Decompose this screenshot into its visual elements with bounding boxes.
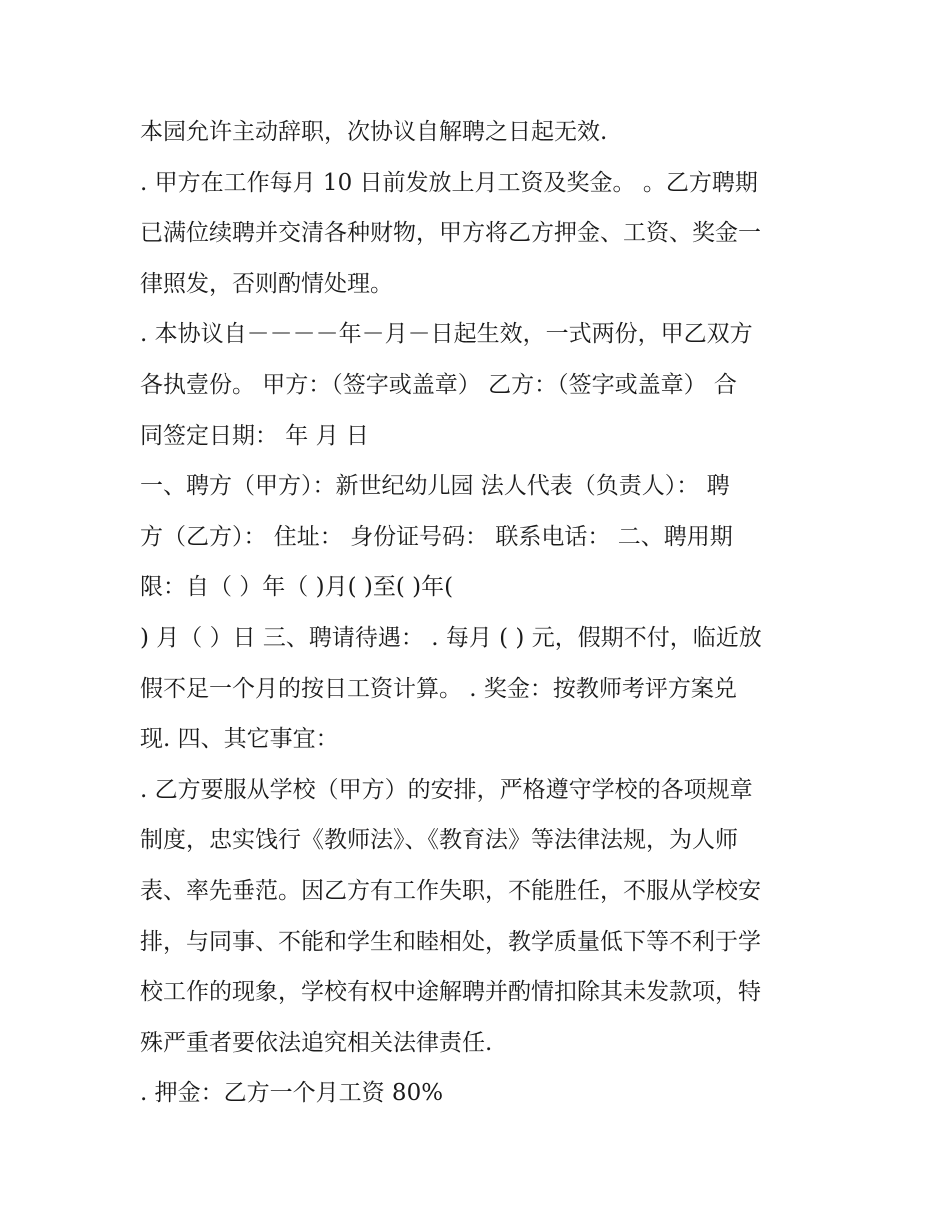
text-line-1: 本园允许主动辞职，次协议自解聘之日起无效. (140, 119, 608, 145)
text-line-5: . 本协议自－－－－年－月－日起生效，一式两份，甲乙双方 (140, 321, 753, 348)
text-line-11: ) 月（ ）日 三、聘请待遇： . 每月 ( ) 元，假期不付，临近放 (140, 624, 762, 651)
text-line-4: 律照发，否则酌情处理。 (140, 270, 393, 297)
text-line-14: . 乙方要服从学校（甲方）的安排，严格遵守学校的各项规章 (140, 776, 753, 803)
text-line-13: 现. 四、其它事宜： (140, 726, 339, 753)
text-line-20: . 押金：乙方一个月工资 80% (140, 1080, 444, 1107)
text-line-8: 一、聘方（甲方）：新世纪幼儿园 法人代表（负责人）： 聘 (140, 473, 730, 500)
text-line-2: . 甲方在工作每月 10 日前发放上月工资及奖金。 。乙方聘期 (140, 169, 758, 196)
text-line-15: 制度，忠实饯行《教师法》、《教育法》等法律法规，为人师 (140, 827, 738, 854)
text-line-9: 方（乙方）： 住址： 身份证号码： 联系电话： 二、聘用期 (140, 523, 733, 550)
text-line-17: 排，与同事、不能和学生和睦相处，教学质量低下等不利于学 (140, 928, 761, 955)
text-line-6: 各执壹份。 甲方：（签字或盖章） 乙方：（签字或盖章） 合 (140, 371, 737, 398)
text-line-18: 校工作的现象，学校有权中途解聘并酌情扣除其未发款项，特 (140, 979, 761, 1006)
text-line-10: 限：自（ ）年（ )月( )至( )年( (140, 574, 454, 601)
text-line-16: 表、率先垂范。因乙方有工作失职，不能胜任，不服从学校安 (140, 877, 761, 904)
text-line-12: 假不足一个月的按日工资计算。 . 奖金：按教师考评方案兑 (140, 675, 737, 702)
text-line-7: 同签定日期： 年 月 日 (140, 422, 369, 449)
text-line-3: 已满位续聘并交清各种财物，甲方将乙方押金、工资、奖金一 (140, 220, 761, 247)
text-line-19: 殊严重者要依法追究相关法律责任. (140, 1029, 493, 1056)
document-body (140, 107, 820, 1119)
